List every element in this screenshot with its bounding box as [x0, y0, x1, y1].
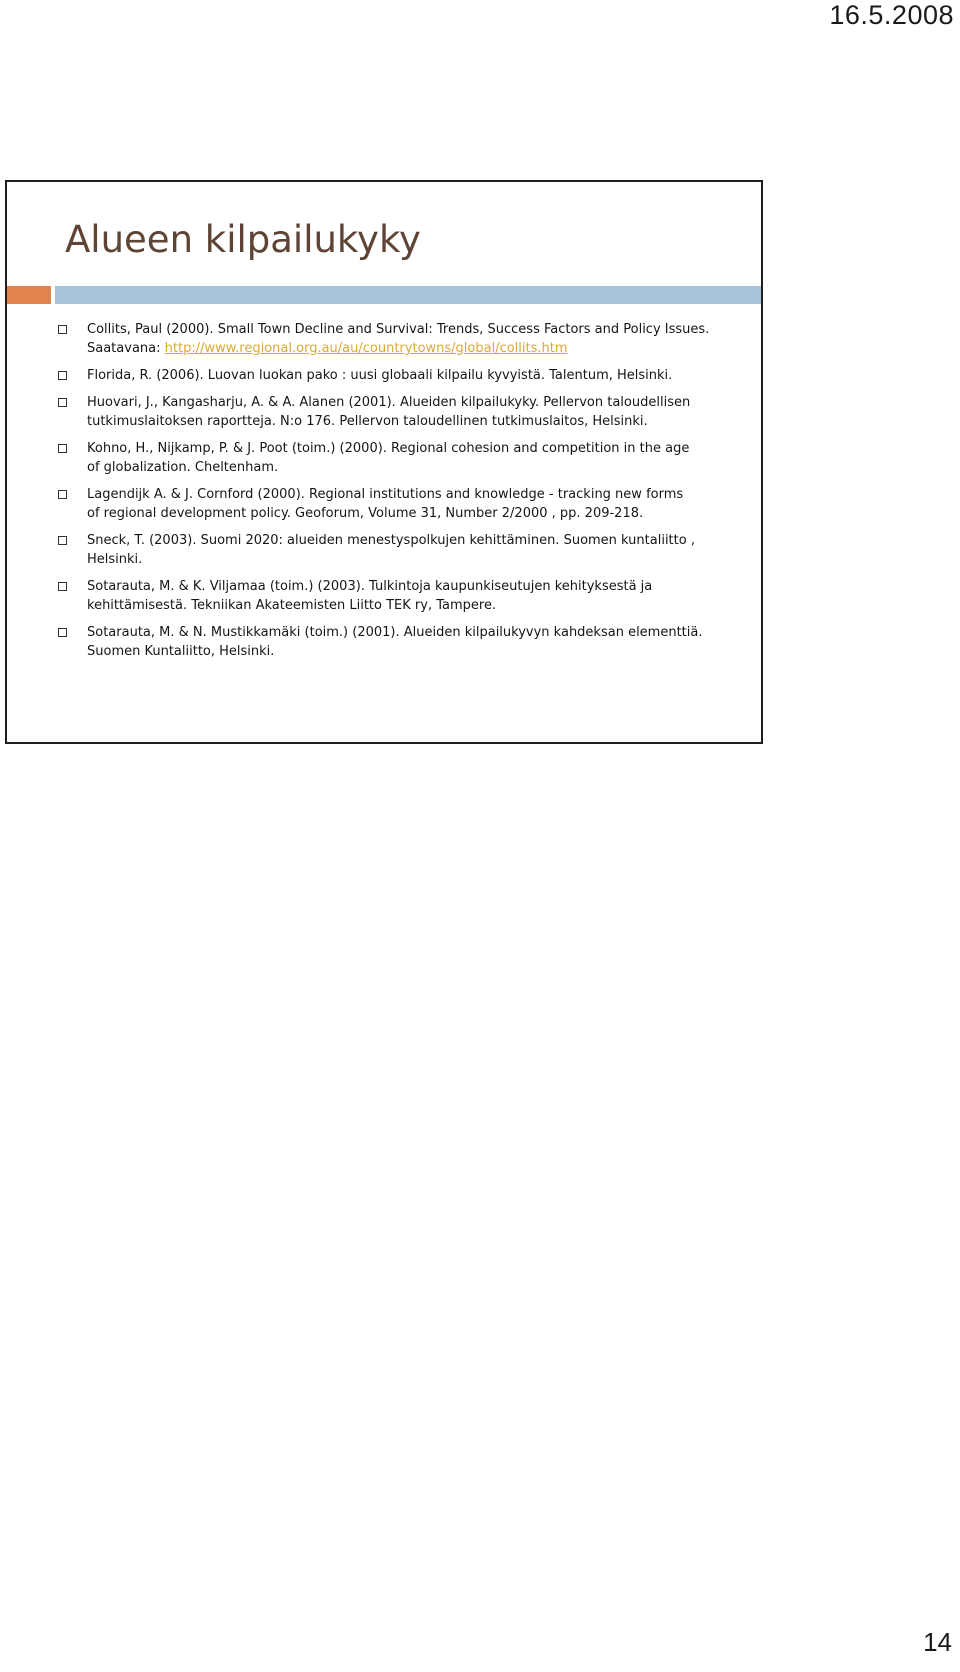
reference-sneck: [57, 531, 737, 569]
hollow-square-icon: [58, 444, 67, 453]
reference-text: of regional development policy. Geoforum, Volume 31, Number 2/2000 , pp. 209-218.: [87, 506, 644, 521]
hollow-square-icon: [58, 398, 67, 407]
reference-text: Sneck, T. (2003). Suomi 2020: alueiden menestyspolkujen kehittäminen. Suomen kuntaliitto ,: [87, 533, 695, 548]
title-accent-bar: [7, 286, 51, 304]
reference-text: Sotarauta, M. & N. Mustikkamäki (toim.) (2001). Alueiden kilpailukyvyn kahdeksan elementtiä.: [87, 625, 703, 640]
slide: [5, 180, 763, 744]
hollow-square-icon: [58, 536, 67, 545]
reference-text: Collits, Paul (2000). Small Town Decline and Survival: Trends, Success Factors and Policy Issues.: [87, 322, 710, 337]
hollow-square-icon: [58, 628, 67, 637]
hollow-square-icon: [58, 371, 67, 380]
reference-sotarauta-mustikkamaki: [57, 623, 737, 661]
page-number: 14: [923, 1627, 952, 1657]
reference-text: tutkimuslaitoksen raportteja. N:o 176. Pellervon taloudellinen tutkimuslaitos, Helsinki.: [87, 414, 648, 429]
reference-text: Kohno, H., Nijkamp, P. & J. Poot (toim.) (2000). Regional cohesion and competition in the age: [87, 441, 690, 456]
hollow-square-icon: [58, 582, 67, 591]
reference-huovari: [57, 393, 737, 431]
reference-sotarauta-viljamaa: [57, 577, 737, 615]
reference-text: of globalization. Cheltenham.: [87, 460, 279, 475]
reference-collits: [57, 320, 737, 358]
reference-text: Huovari, J., Kangasharju, A. & A. Alanen (2001). Alueiden kilpailukyky. Pellervon taloudellisen: [87, 395, 691, 410]
reference-text: Helsinki.: [87, 552, 143, 567]
reference-text: Lagendijk A. & J. Cornford (2000). Regional institutions and knowledge - tracking new forms: [87, 487, 684, 502]
hollow-square-icon: [58, 490, 67, 499]
reference-text: Suomen Kuntaliitto, Helsinki.: [87, 644, 275, 659]
reference-list: [57, 320, 737, 669]
reference-source-label: Saatavana:: [87, 341, 165, 356]
reference-lagendijk: [57, 485, 737, 523]
page-date: 16.5.2008: [829, 0, 954, 30]
hollow-square-icon: [58, 325, 67, 334]
reference-kohno: [57, 439, 737, 477]
title-rule-bar: [55, 286, 761, 304]
reference-text: Florida, R. (2006). Luovan luokan pako : uusi globaali kilpailu kyvyistä. Talentum, Helsinki.: [87, 368, 673, 383]
reference-text: kehittämisestä. Tekniikan Akateemisten Liitto TEK ry, Tampere.: [87, 598, 497, 613]
slide-title: Alueen kilpailukyky: [65, 218, 421, 261]
reference-florida: [57, 366, 737, 385]
collits-link[interactable]: http://www.regional.org.au/au/countrytowns/global/collits.htm: [164, 341, 568, 356]
reference-text: Sotarauta, M. & K. Viljamaa (toim.) (2003). Tulkintoja kaupunkiseutujen kehityksestä ja: [87, 579, 653, 594]
